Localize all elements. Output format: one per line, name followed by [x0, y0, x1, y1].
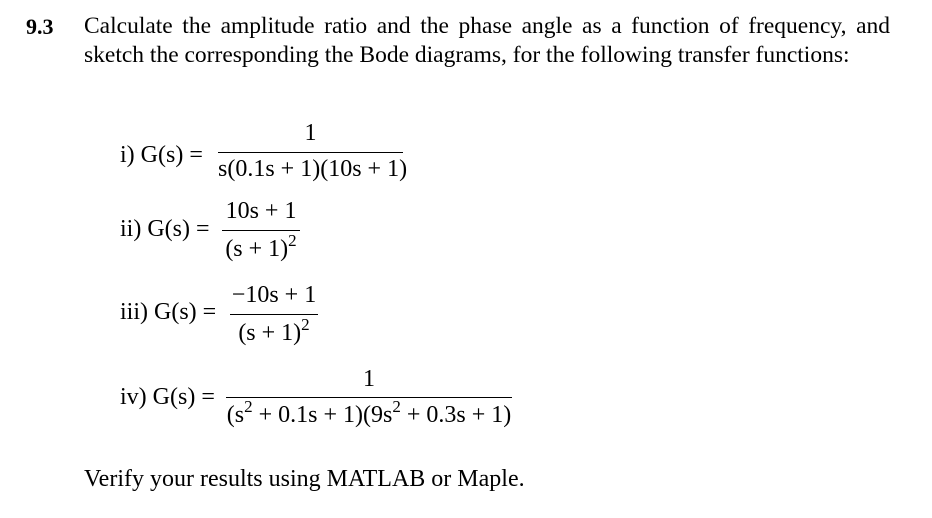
- equation-i-lhs: i) G(s) =: [120, 142, 203, 168]
- equation-ii-denominator: $(s + 1)^2$: [225, 231, 297, 262]
- equation-iii-numerator: −10s + 1: [231, 282, 317, 308]
- equation-ii-numerator: 10s + 1: [225, 198, 297, 224]
- equation-iii-fraction: [230, 282, 318, 352]
- equation-i-denominator: s(0.1s + 1)(10s + 1): [218, 156, 408, 182]
- fraction-bar: [226, 397, 512, 398]
- equation-i-numerator: 1: [304, 120, 317, 146]
- equation-iii-denominator: $(s + 1)^2$: [238, 315, 310, 346]
- equation-iv-lhs: iv) G(s) =: [120, 384, 215, 410]
- equation-ii-fraction: [222, 198, 300, 268]
- equation-iv-fraction: [226, 366, 512, 438]
- equation-i-fraction: [218, 120, 408, 190]
- equation-iv-denominator: $(s^2 + 0.1s + 1)(9s^2 + 0.3s + 1)$: [226, 397, 512, 428]
- problem-statement: Calculate the amplitude ratio and the phase angle as a function of frequency, and sketch the corresponding the Bode diagrams, for the following transfer functions:: [84, 13, 890, 68]
- verify-instruction: Verify your results using MATLAB or Maple.: [84, 466, 525, 492]
- equation-ii-lhs: ii) G(s) =: [120, 216, 210, 242]
- equation-iv-numerator: 1: [363, 366, 375, 392]
- problem-number: 9.3: [26, 14, 54, 39]
- equation-iii-lhs: iii) G(s) =: [120, 299, 217, 325]
- fraction-bar: [218, 152, 403, 153]
